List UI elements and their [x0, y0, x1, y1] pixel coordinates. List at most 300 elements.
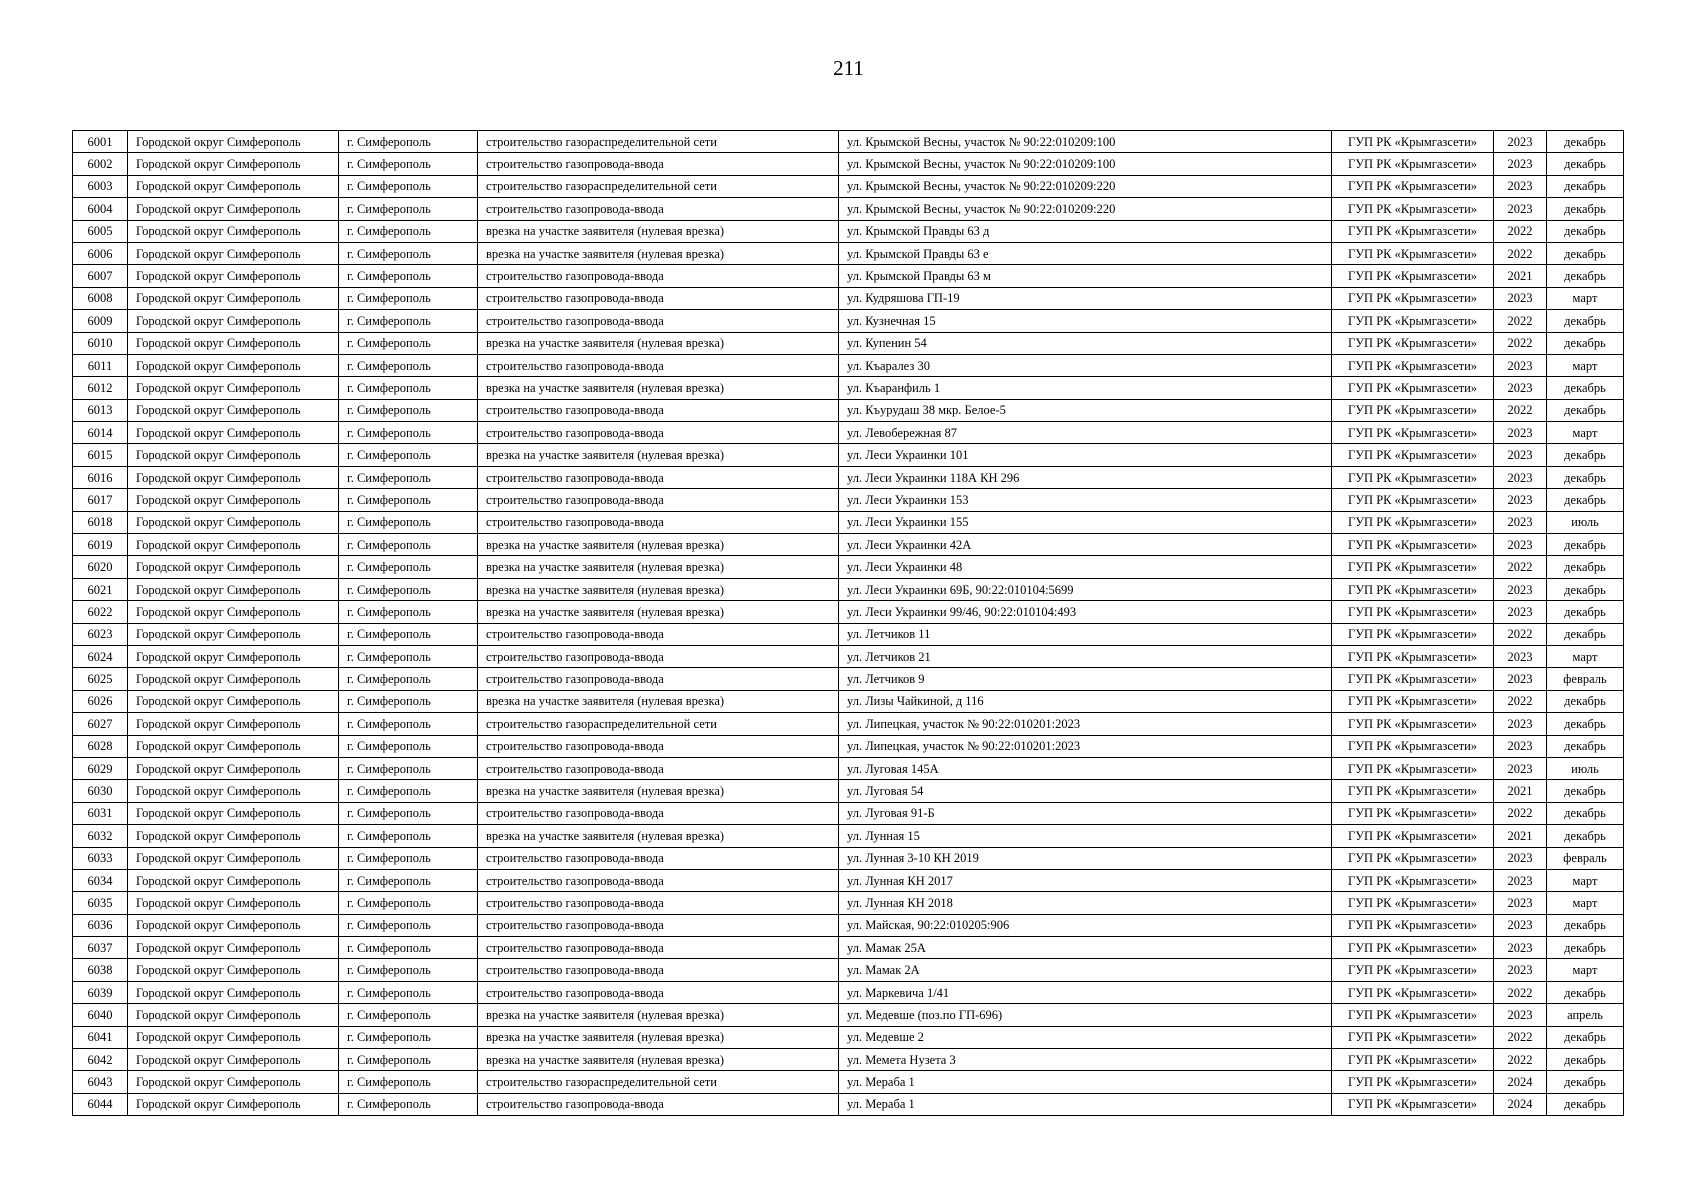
year-cell: 2023: [1494, 287, 1547, 309]
owner-cell: ГУП РК «Крымгазсети»: [1332, 1071, 1494, 1093]
row-number-cell: 6037: [73, 937, 128, 959]
table-row: [73, 310, 1624, 332]
month-cell: декабрь: [1547, 489, 1624, 511]
table-row: [73, 892, 1624, 914]
district-cell: Городской округ Симферополь: [128, 825, 339, 847]
year-cell: 2022: [1494, 332, 1547, 354]
city-cell: г. Симферополь: [339, 332, 478, 354]
table-row: [73, 690, 1624, 712]
month-cell: декабрь: [1547, 153, 1624, 175]
year-cell: 2023: [1494, 735, 1547, 757]
work-type-cell: строительство газопровода-ввода: [478, 757, 839, 779]
owner-cell: ГУП РК «Крымгазсети»: [1332, 399, 1494, 421]
owner-cell: ГУП РК «Крымгазсети»: [1332, 645, 1494, 667]
city-cell: г. Симферополь: [339, 175, 478, 197]
owner-cell: ГУП РК «Крымгазсети»: [1332, 310, 1494, 332]
year-cell: 2023: [1494, 422, 1547, 444]
row-number-cell: 6016: [73, 466, 128, 488]
table-row: [73, 399, 1624, 421]
work-type-cell: строительство газопровода-ввода: [478, 981, 839, 1003]
row-number-cell: 6033: [73, 847, 128, 869]
month-cell: декабрь: [1547, 444, 1624, 466]
city-cell: г. Симферополь: [339, 937, 478, 959]
month-cell: декабрь: [1547, 914, 1624, 936]
owner-cell: ГУП РК «Крымгазсети»: [1332, 869, 1494, 891]
table-row: [73, 825, 1624, 847]
owner-cell: ГУП РК «Крымгазсети»: [1332, 489, 1494, 511]
year-cell: 2023: [1494, 601, 1547, 623]
address-cell: ул. Лунная КН 2018: [839, 892, 1332, 914]
work-type-cell: врезка на участке заявителя (нулевая врезка): [478, 1004, 839, 1026]
city-cell: г. Симферополь: [339, 153, 478, 175]
table-row: [73, 1026, 1624, 1048]
owner-cell: ГУП РК «Крымгазсети»: [1332, 601, 1494, 623]
work-type-cell: врезка на участке заявителя (нулевая врезка): [478, 1026, 839, 1048]
address-cell: ул. Луговая 54: [839, 780, 1332, 802]
address-cell: ул. Лунная КН 2017: [839, 869, 1332, 891]
address-cell: ул. Леси Украинки 155: [839, 511, 1332, 533]
district-cell: Городской округ Симферополь: [128, 578, 339, 600]
row-number-cell: 6009: [73, 310, 128, 332]
work-type-cell: врезка на участке заявителя (нулевая врезка): [478, 578, 839, 600]
address-cell: ул. Кузнечная 15: [839, 310, 1332, 332]
year-cell: 2021: [1494, 265, 1547, 287]
owner-cell: ГУП РК «Крымгазсети»: [1332, 825, 1494, 847]
owner-cell: ГУП РК «Крымгазсети»: [1332, 1026, 1494, 1048]
table-row: [73, 489, 1624, 511]
registry-table: [72, 130, 1624, 1116]
row-number-cell: 6038: [73, 959, 128, 981]
month-cell: март: [1547, 354, 1624, 376]
row-number-cell: 6003: [73, 175, 128, 197]
year-cell: 2021: [1494, 825, 1547, 847]
district-cell: Городской округ Симферополь: [128, 757, 339, 779]
year-cell: 2022: [1494, 399, 1547, 421]
address-cell: ул. Лизы Чайкиной, д 116: [839, 690, 1332, 712]
owner-cell: ГУП РК «Крымгазсети»: [1332, 757, 1494, 779]
owner-cell: ГУП РК «Крымгазсети»: [1332, 1093, 1494, 1115]
address-cell: ул. Мераба 1: [839, 1093, 1332, 1115]
work-type-cell: строительство газопровода-ввода: [478, 802, 839, 824]
city-cell: г. Симферополь: [339, 802, 478, 824]
month-cell: декабрь: [1547, 825, 1624, 847]
work-type-cell: строительство газопровода-ввода: [478, 914, 839, 936]
month-cell: декабрь: [1547, 332, 1624, 354]
month-cell: декабрь: [1547, 735, 1624, 757]
month-cell: февраль: [1547, 668, 1624, 690]
district-cell: Городской округ Симферополь: [128, 265, 339, 287]
table-row: [73, 534, 1624, 556]
address-cell: ул. Леси Украинки 101: [839, 444, 1332, 466]
address-cell: ул. Леси Украинки 99/46, 90:22:010104:493: [839, 601, 1332, 623]
row-number-cell: 6035: [73, 892, 128, 914]
row-number-cell: 6028: [73, 735, 128, 757]
city-cell: г. Симферополь: [339, 623, 478, 645]
district-cell: Городской округ Симферополь: [128, 847, 339, 869]
work-type-cell: строительство газопровода-ввода: [478, 265, 839, 287]
address-cell: ул. Крымской Весны, участок № 90:22:010209:100: [839, 131, 1332, 153]
work-type-cell: строительство газопровода-ввода: [478, 735, 839, 757]
address-cell: ул. Левобережная 87: [839, 422, 1332, 444]
work-type-cell: строительство газораспределительной сети: [478, 1071, 839, 1093]
month-cell: декабрь: [1547, 937, 1624, 959]
city-cell: г. Симферополь: [339, 422, 478, 444]
owner-cell: ГУП РК «Крымгазсети»: [1332, 981, 1494, 1003]
table-row: [73, 713, 1624, 735]
row-number-cell: 6010: [73, 332, 128, 354]
row-number-cell: 6006: [73, 242, 128, 264]
address-cell: ул. Леси Украинки 42А: [839, 534, 1332, 556]
table-row: [73, 220, 1624, 242]
table-row: [73, 422, 1624, 444]
month-cell: декабрь: [1547, 220, 1624, 242]
district-cell: Городской округ Симферополь: [128, 466, 339, 488]
row-number-cell: 6012: [73, 377, 128, 399]
district-cell: Городской округ Симферополь: [128, 869, 339, 891]
address-cell: ул. Мераба 1: [839, 1071, 1332, 1093]
year-cell: 2023: [1494, 937, 1547, 959]
year-cell: 2023: [1494, 198, 1547, 220]
row-number-cell: 6025: [73, 668, 128, 690]
owner-cell: ГУП РК «Крымгазсети»: [1332, 780, 1494, 802]
district-cell: Городской округ Симферополь: [128, 220, 339, 242]
district-cell: Городской округ Симферополь: [128, 534, 339, 556]
year-cell: 2022: [1494, 220, 1547, 242]
city-cell: г. Симферополь: [339, 489, 478, 511]
owner-cell: ГУП РК «Крымгазсети»: [1332, 847, 1494, 869]
year-cell: 2022: [1494, 623, 1547, 645]
table-row: [73, 869, 1624, 891]
address-cell: ул. Лунная 3-10 КН 2019: [839, 847, 1332, 869]
row-number-cell: 6023: [73, 623, 128, 645]
address-cell: ул. Леси Украинки 153: [839, 489, 1332, 511]
address-cell: ул. Леси Украинки 118А КН 296: [839, 466, 1332, 488]
owner-cell: ГУП РК «Крымгазсети»: [1332, 937, 1494, 959]
owner-cell: ГУП РК «Крымгазсети»: [1332, 198, 1494, 220]
year-cell: 2023: [1494, 534, 1547, 556]
district-cell: Городской округ Симферополь: [128, 1049, 339, 1071]
city-cell: г. Симферополь: [339, 242, 478, 264]
table-row: [73, 332, 1624, 354]
month-cell: декабрь: [1547, 623, 1624, 645]
table-row: [73, 668, 1624, 690]
table-row: [73, 153, 1624, 175]
table-row: [73, 780, 1624, 802]
table-row: [73, 914, 1624, 936]
address-cell: ул. Крымской Весны, участок № 90:22:010209:220: [839, 175, 1332, 197]
row-number-cell: 6024: [73, 645, 128, 667]
month-cell: июль: [1547, 511, 1624, 533]
row-number-cell: 6031: [73, 802, 128, 824]
month-cell: декабрь: [1547, 802, 1624, 824]
year-cell: 2023: [1494, 668, 1547, 690]
row-number-cell: 6018: [73, 511, 128, 533]
owner-cell: ГУП РК «Крымгазсети»: [1332, 332, 1494, 354]
work-type-cell: строительство газопровода-ввода: [478, 892, 839, 914]
district-cell: Городской округ Симферополь: [128, 332, 339, 354]
city-cell: г. Симферополь: [339, 556, 478, 578]
work-type-cell: строительство газопровода-ввода: [478, 422, 839, 444]
city-cell: г. Симферополь: [339, 399, 478, 421]
owner-cell: ГУП РК «Крымгазсети»: [1332, 466, 1494, 488]
district-cell: Городской округ Симферополь: [128, 735, 339, 757]
month-cell: март: [1547, 287, 1624, 309]
table-row: [73, 847, 1624, 869]
address-cell: ул. Къаранфиль 1: [839, 377, 1332, 399]
year-cell: 2023: [1494, 645, 1547, 667]
city-cell: г. Симферополь: [339, 847, 478, 869]
district-cell: Городской округ Симферополь: [128, 377, 339, 399]
district-cell: Городской округ Симферополь: [128, 802, 339, 824]
owner-cell: ГУП РК «Крымгазсети»: [1332, 1004, 1494, 1026]
district-cell: Городской округ Симферополь: [128, 1071, 339, 1093]
city-cell: г. Симферополь: [339, 578, 478, 600]
row-number-cell: 6020: [73, 556, 128, 578]
row-number-cell: 6011: [73, 354, 128, 376]
district-cell: Городской округ Симферополь: [128, 287, 339, 309]
city-cell: г. Симферополь: [339, 757, 478, 779]
row-number-cell: 6039: [73, 981, 128, 1003]
district-cell: Городской округ Симферополь: [128, 242, 339, 264]
address-cell: ул. Летчиков 11: [839, 623, 1332, 645]
address-cell: ул. Крымской Правды 63 е: [839, 242, 1332, 264]
district-cell: Городской округ Симферополь: [128, 959, 339, 981]
row-number-cell: 6013: [73, 399, 128, 421]
owner-cell: ГУП РК «Крымгазсети»: [1332, 578, 1494, 600]
month-cell: декабрь: [1547, 1093, 1624, 1115]
row-number-cell: 6030: [73, 780, 128, 802]
district-cell: Городской округ Симферополь: [128, 444, 339, 466]
city-cell: г. Симферополь: [339, 735, 478, 757]
address-cell: ул. Къаралез 30: [839, 354, 1332, 376]
table-row: [73, 645, 1624, 667]
owner-cell: ГУП РК «Крымгазсети»: [1332, 220, 1494, 242]
district-cell: Городской округ Симферополь: [128, 354, 339, 376]
table-row: [73, 175, 1624, 197]
table-row: [73, 377, 1624, 399]
year-cell: 2023: [1494, 511, 1547, 533]
owner-cell: ГУП РК «Крымгазсети»: [1332, 444, 1494, 466]
table-row: [73, 1093, 1624, 1115]
year-cell: 2023: [1494, 444, 1547, 466]
work-type-cell: врезка на участке заявителя (нулевая врезка): [478, 444, 839, 466]
year-cell: 2021: [1494, 780, 1547, 802]
district-cell: Городской округ Симферополь: [128, 623, 339, 645]
month-cell: март: [1547, 892, 1624, 914]
work-type-cell: врезка на участке заявителя (нулевая врезка): [478, 690, 839, 712]
month-cell: декабрь: [1547, 242, 1624, 264]
year-cell: 2023: [1494, 489, 1547, 511]
work-type-cell: строительство газопровода-ввода: [478, 198, 839, 220]
month-cell: март: [1547, 959, 1624, 981]
owner-cell: ГУП РК «Крымгазсети»: [1332, 802, 1494, 824]
district-cell: Городской округ Симферополь: [128, 422, 339, 444]
table-row: [73, 937, 1624, 959]
address-cell: ул. Мамак 2А: [839, 959, 1332, 981]
owner-cell: ГУП РК «Крымгазсети»: [1332, 735, 1494, 757]
district-cell: Городской округ Симферополь: [128, 1093, 339, 1115]
city-cell: г. Симферополь: [339, 466, 478, 488]
owner-cell: ГУП РК «Крымгазсети»: [1332, 422, 1494, 444]
year-cell: 2022: [1494, 1026, 1547, 1048]
month-cell: декабрь: [1547, 265, 1624, 287]
address-cell: ул. Липецкая, участок № 90:22:010201:2023: [839, 735, 1332, 757]
row-number-cell: 6040: [73, 1004, 128, 1026]
city-cell: г. Симферополь: [339, 1026, 478, 1048]
district-cell: Городской округ Симферополь: [128, 198, 339, 220]
row-number-cell: 6004: [73, 198, 128, 220]
address-cell: ул. Луговая 91-Б: [839, 802, 1332, 824]
month-cell: март: [1547, 422, 1624, 444]
table-row: [73, 511, 1624, 533]
district-cell: Городской округ Симферополь: [128, 668, 339, 690]
city-cell: г. Симферополь: [339, 981, 478, 1003]
row-number-cell: 6042: [73, 1049, 128, 1071]
table-row: [73, 802, 1624, 824]
work-type-cell: строительство газораспределительной сети: [478, 131, 839, 153]
city-cell: г. Симферополь: [339, 892, 478, 914]
row-number-cell: 6029: [73, 757, 128, 779]
month-cell: декабрь: [1547, 399, 1624, 421]
table-row: [73, 959, 1624, 981]
row-number-cell: 6005: [73, 220, 128, 242]
month-cell: декабрь: [1547, 981, 1624, 1003]
district-cell: Городской округ Симферополь: [128, 153, 339, 175]
city-cell: г. Симферополь: [339, 713, 478, 735]
month-cell: декабрь: [1547, 1071, 1624, 1093]
owner-cell: ГУП РК «Крымгазсети»: [1332, 287, 1494, 309]
month-cell: март: [1547, 869, 1624, 891]
work-type-cell: строительство газопровода-ввода: [478, 399, 839, 421]
row-number-cell: 6043: [73, 1071, 128, 1093]
owner-cell: ГУП РК «Крымгазсети»: [1332, 1049, 1494, 1071]
table-row: [73, 735, 1624, 757]
city-cell: г. Симферополь: [339, 645, 478, 667]
address-cell: ул. Медевше 2: [839, 1026, 1332, 1048]
city-cell: г. Симферополь: [339, 287, 478, 309]
owner-cell: ГУП РК «Крымгазсети»: [1332, 668, 1494, 690]
work-type-cell: строительство газопровода-ввода: [478, 869, 839, 891]
month-cell: декабрь: [1547, 601, 1624, 623]
row-number-cell: 6002: [73, 153, 128, 175]
district-cell: Городской округ Симферополь: [128, 1026, 339, 1048]
row-number-cell: 6027: [73, 713, 128, 735]
district-cell: Городской округ Симферополь: [128, 1004, 339, 1026]
work-type-cell: врезка на участке заявителя (нулевая врезка): [478, 825, 839, 847]
table-row: [73, 287, 1624, 309]
row-number-cell: 6026: [73, 690, 128, 712]
district-cell: Городской округ Симферополь: [128, 511, 339, 533]
owner-cell: ГУП РК «Крымгазсети»: [1332, 511, 1494, 533]
row-number-cell: 6008: [73, 287, 128, 309]
year-cell: 2023: [1494, 153, 1547, 175]
row-number-cell: 6044: [73, 1093, 128, 1115]
month-cell: декабрь: [1547, 1049, 1624, 1071]
city-cell: г. Симферополь: [339, 959, 478, 981]
year-cell: 2023: [1494, 175, 1547, 197]
work-type-cell: строительство газопровода-ввода: [478, 668, 839, 690]
table-row: [73, 444, 1624, 466]
work-type-cell: строительство газопровода-ввода: [478, 623, 839, 645]
address-cell: ул. Мемета Нузета 3: [839, 1049, 1332, 1071]
year-cell: 2023: [1494, 959, 1547, 981]
work-type-cell: строительство газопровода-ввода: [478, 354, 839, 376]
address-cell: ул. Купенин 54: [839, 332, 1332, 354]
district-cell: Городской округ Симферополь: [128, 131, 339, 153]
table-row: [73, 556, 1624, 578]
city-cell: г. Симферополь: [339, 825, 478, 847]
district-cell: Городской округ Симферополь: [128, 892, 339, 914]
owner-cell: ГУП РК «Крымгазсети»: [1332, 690, 1494, 712]
address-cell: ул. Крымской Правды 63 м: [839, 265, 1332, 287]
row-number-cell: 6041: [73, 1026, 128, 1048]
month-cell: декабрь: [1547, 1026, 1624, 1048]
month-cell: декабрь: [1547, 713, 1624, 735]
district-cell: Городской округ Симферополь: [128, 937, 339, 959]
city-cell: г. Симферополь: [339, 354, 478, 376]
year-cell: 2024: [1494, 1093, 1547, 1115]
city-cell: г. Симферополь: [339, 265, 478, 287]
city-cell: г. Симферополь: [339, 869, 478, 891]
table-row: [73, 578, 1624, 600]
work-type-cell: врезка на участке заявителя (нулевая врезка): [478, 780, 839, 802]
year-cell: 2023: [1494, 757, 1547, 779]
work-type-cell: строительство газопровода-ввода: [478, 937, 839, 959]
table-row: [73, 757, 1624, 779]
city-cell: г. Симферополь: [339, 601, 478, 623]
address-cell: ул. Мамак 25А: [839, 937, 1332, 959]
city-cell: г. Симферополь: [339, 511, 478, 533]
table-row: [73, 981, 1624, 1003]
address-cell: ул. Летчиков 21: [839, 645, 1332, 667]
table-row: [73, 1049, 1624, 1071]
address-cell: ул. Летчиков 9: [839, 668, 1332, 690]
owner-cell: ГУП РК «Крымгазсети»: [1332, 153, 1494, 175]
year-cell: 2023: [1494, 578, 1547, 600]
district-cell: Городской округ Симферополь: [128, 914, 339, 936]
work-type-cell: врезка на участке заявителя (нулевая врезка): [478, 556, 839, 578]
year-cell: 2022: [1494, 802, 1547, 824]
address-cell: ул. Леси Украинки 48: [839, 556, 1332, 578]
row-number-cell: 6014: [73, 422, 128, 444]
district-cell: Городской округ Симферополь: [128, 556, 339, 578]
table-row: [73, 1071, 1624, 1093]
year-cell: 2023: [1494, 1004, 1547, 1026]
owner-cell: ГУП РК «Крымгазсети»: [1332, 354, 1494, 376]
district-cell: Городской округ Симферополь: [128, 780, 339, 802]
owner-cell: ГУП РК «Крымгазсети»: [1332, 623, 1494, 645]
city-cell: г. Симферополь: [339, 131, 478, 153]
work-type-cell: врезка на участке заявителя (нулевая врезка): [478, 534, 839, 556]
district-cell: Городской округ Симферополь: [128, 489, 339, 511]
address-cell: ул. Крымской Правды 63 д: [839, 220, 1332, 242]
district-cell: Городской округ Симферополь: [128, 399, 339, 421]
row-number-cell: 6017: [73, 489, 128, 511]
month-cell: март: [1547, 645, 1624, 667]
work-type-cell: строительство газопровода-ввода: [478, 153, 839, 175]
address-cell: ул. Майская, 90:22:010205:906: [839, 914, 1332, 936]
owner-cell: ГУП РК «Крымгазсети»: [1332, 959, 1494, 981]
owner-cell: ГУП РК «Крымгазсети»: [1332, 131, 1494, 153]
year-cell: 2022: [1494, 310, 1547, 332]
owner-cell: ГУП РК «Крымгазсети»: [1332, 175, 1494, 197]
year-cell: 2023: [1494, 354, 1547, 376]
month-cell: декабрь: [1547, 310, 1624, 332]
work-type-cell: врезка на участке заявителя (нулевая врезка): [478, 332, 839, 354]
month-cell: апрель: [1547, 1004, 1624, 1026]
address-cell: ул. Кудряшова ГП-19: [839, 287, 1332, 309]
district-cell: Городской округ Симферополь: [128, 601, 339, 623]
